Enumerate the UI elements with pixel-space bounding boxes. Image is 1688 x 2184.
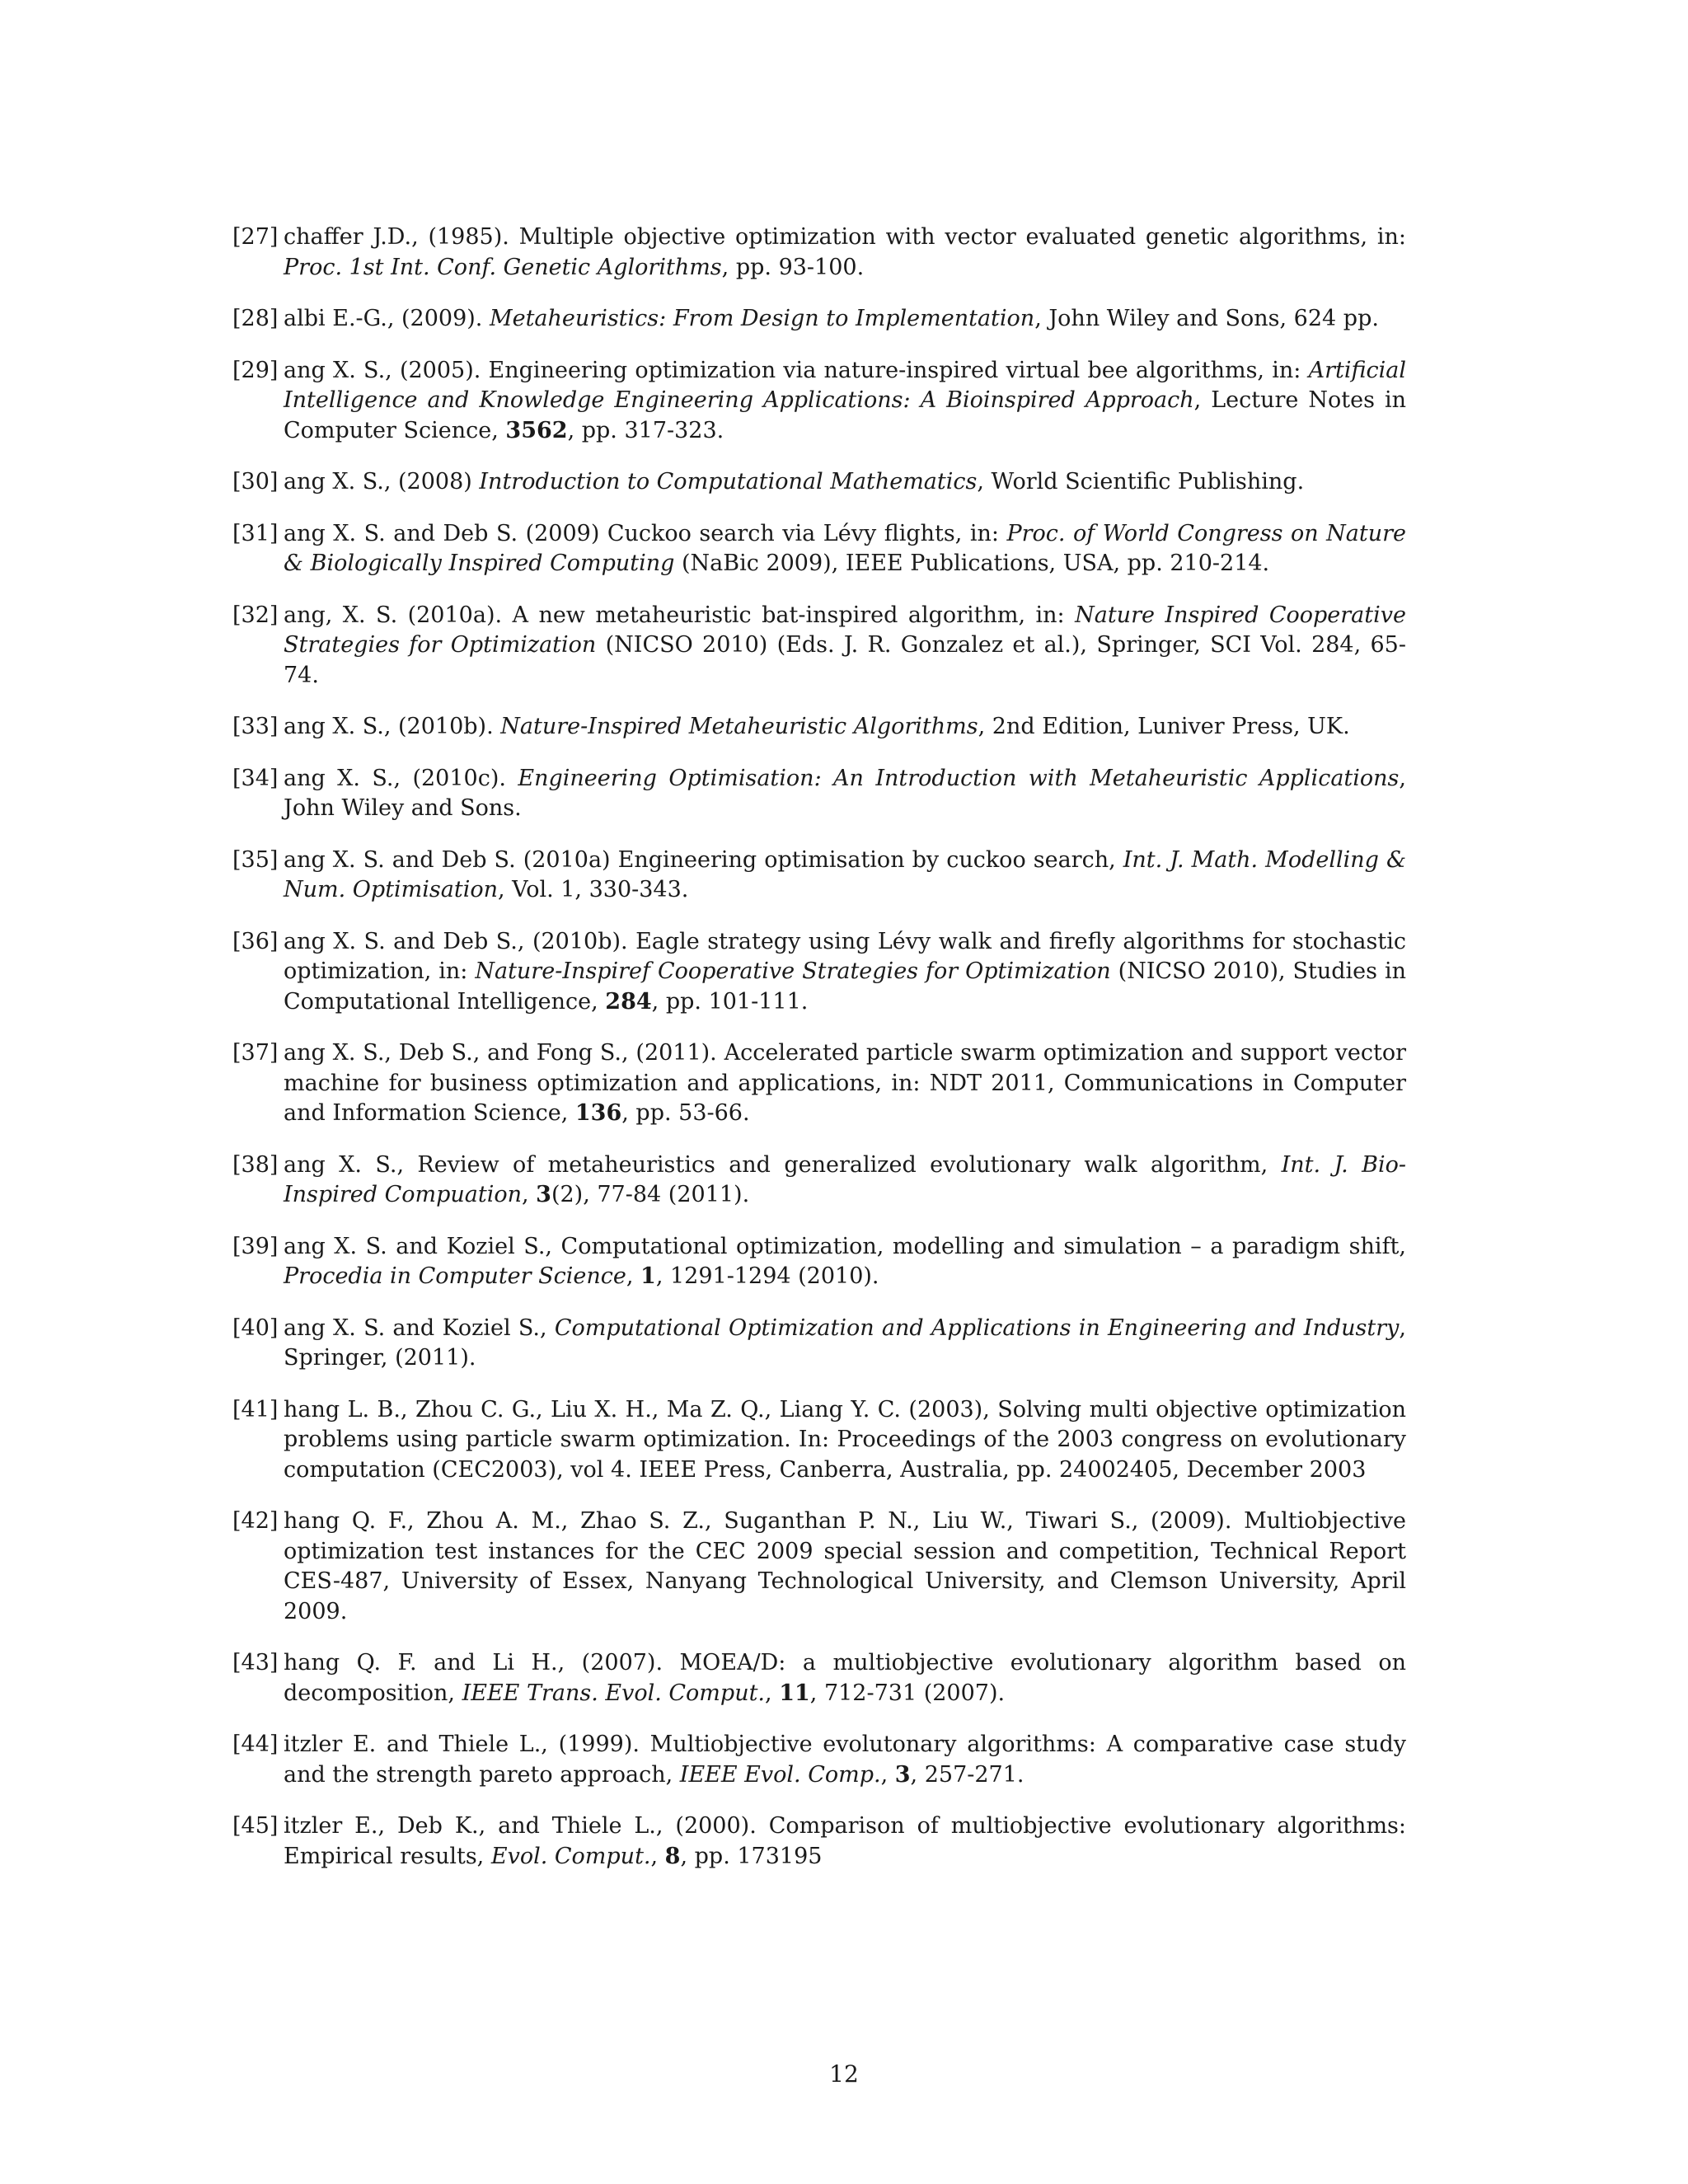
reference-segment: , — [522, 1182, 537, 1207]
reference-segment: , 2nd Edition, Luniver Press, UK. — [978, 714, 1350, 739]
reference-segment: ang X. S., (2005). Engineering optimization via nature-inspired virtual bee algorithms, in: — [284, 357, 1309, 383]
reference-segment: ang X. S. and Deb S. (2010a) Engineering optimisation by cuckoo search, — [284, 846, 1123, 873]
reference-text — [284, 1232, 1406, 1292]
reference-segment: , — [880, 1761, 895, 1788]
reference-bold-segment: 8 — [664, 1843, 681, 1869]
reference-italic-segment: Engineering Optimisation: An Introduction with Metaheuristic Applications — [518, 765, 1400, 791]
reference-item — [232, 1811, 1406, 1872]
reference-italic-segment: Nature-Inspiref Cooperative Strategies for Optimization — [475, 958, 1111, 984]
reference-item — [232, 467, 1406, 498]
reference-number: [36] — [232, 928, 279, 954]
reference-text — [284, 1038, 1406, 1129]
reference-text — [284, 1507, 1406, 1627]
reference-italic-segment: Proc. of World Congress on Nature & Biologically Inspired Computing — [284, 520, 1406, 576]
reference-number: [43] — [232, 1650, 279, 1675]
reference-segment: , — [765, 1680, 780, 1706]
reference-segment: ang X. S., Review of metaheuristics and generalized evolutionary walk algorithm, — [284, 1151, 1282, 1178]
reference-bold-segment: 284 — [605, 988, 652, 1015]
reference-item — [232, 601, 1406, 691]
reference-text — [284, 764, 1406, 824]
reference-number: [37] — [232, 1040, 279, 1066]
reference-item — [232, 927, 1406, 1018]
reference-segment: chaffer J.D., (1985). Multiple objective optimization with vector evaluated genetic algorithms, in: — [284, 224, 1406, 250]
reference-segment: , 1291-1294 (2010). — [655, 1263, 879, 1289]
reference-number: [34] — [232, 765, 279, 791]
reference-number: [29] — [232, 357, 279, 383]
reference-text — [284, 356, 1406, 447]
reference-segment: , pp. 317-323. — [567, 417, 724, 443]
reference-segment: , pp. 53-66. — [621, 1100, 750, 1126]
reference-text — [284, 1151, 1406, 1211]
reference-segment: , John Wiley and Sons. — [284, 765, 1406, 821]
reference-segment: (NICSO 2010), Studies in Computational Intelligence, — [284, 958, 1406, 1015]
reference-item — [232, 712, 1406, 743]
reference-italic-segment: IEEE Trans. Evol. Comput. — [462, 1680, 766, 1706]
reference-segment: hang L. B., Zhou C. G., Liu X. H., Ma Z. Q., Liang Y. C. (2003), Solving multi objective optimization problems using particle swarm optimization. In: Proceedings of the 2003 congress on evolutionary computation (CEC2003), vol 4. IEEE Press, Canberra, Australia, pp. 24002405, December 2003 — [284, 1396, 1406, 1483]
reference-segment: , pp. 101-111. — [651, 988, 809, 1015]
reference-bold-segment: 3562 — [505, 417, 568, 443]
reference-item — [232, 519, 1406, 579]
reference-number: [31] — [232, 520, 279, 546]
reference-italic-segment: Evol. Comput. — [490, 1843, 651, 1869]
reference-segment: itzler E., Deb K., and Thiele L., (2000). Comparison of multiobjective evolutionary algorithms: Empirical results, — [284, 1813, 1406, 1869]
reference-bold-segment: 3 — [536, 1182, 551, 1207]
reference-bold-segment: 11 — [779, 1680, 810, 1706]
reference-item — [232, 1730, 1406, 1790]
reference-italic-segment: Procedia in Computer Science — [284, 1263, 626, 1289]
reference-number: [30] — [232, 469, 279, 494]
reference-item — [232, 1314, 1406, 1374]
reference-segment: , World Scientific Publishing. — [977, 469, 1305, 494]
reference-number: [33] — [232, 714, 279, 739]
reference-item — [232, 1648, 1406, 1708]
reference-segment: ang X. S. and Koziel S., Computational optimization, modelling and simulation – a paradigm shift, — [284, 1233, 1406, 1259]
reference-text — [284, 1395, 1406, 1486]
reference-segment: (2), 77-84 (2011). — [551, 1182, 750, 1207]
reference-segment: albi E.-G., (2009). — [284, 306, 490, 331]
reference-item — [232, 1395, 1406, 1486]
reference-item — [232, 764, 1406, 824]
reference-segment: , — [650, 1843, 665, 1869]
reference-segment: , — [626, 1263, 641, 1289]
reference-item — [232, 846, 1406, 906]
reference-text — [284, 519, 1406, 579]
reference-item — [232, 223, 1406, 283]
reference-text — [284, 927, 1406, 1018]
reference-italic-segment: Computational Optimization and Applications in Engineering and Industry — [554, 1315, 1400, 1341]
reference-bold-segment: 3 — [894, 1761, 911, 1788]
reference-segment: ang X. S. and Deb S. (2009) Cuckoo search via Lévy flights, in: — [284, 520, 1007, 546]
reference-number: [41] — [232, 1396, 279, 1422]
reference-number: [28] — [232, 306, 279, 331]
reference-text — [284, 1730, 1406, 1790]
reference-item — [232, 1038, 1406, 1129]
reference-text — [284, 1648, 1406, 1708]
reference-segment: ang X. S., Deb S., and Fong S., (2011). Accelerated particle swarm optimization and support vector machine for business optimization and applications, in: NDT 2011, Communications in Computer and Information Science, — [284, 1040, 1406, 1126]
page-number: 12 — [829, 2060, 859, 2088]
reference-segment: ang X. S., (2008) — [284, 469, 480, 494]
reference-item — [232, 356, 1406, 447]
reference-number: [38] — [232, 1151, 279, 1178]
reference-text — [284, 1314, 1406, 1374]
reference-text — [284, 467, 1406, 498]
reference-number: [39] — [232, 1233, 279, 1259]
reference-italic-segment: Metaheuristics: From Design to Implementation — [489, 306, 1035, 331]
reference-number: [32] — [232, 602, 279, 628]
reference-text — [284, 712, 1406, 743]
reference-number: [27] — [232, 224, 279, 250]
reference-text — [284, 1811, 1406, 1872]
reference-segment: itzler E. and Thiele L., (1999). Multiobjective evolutonary algorithms: A comparative case study and the strength pareto approach, — [284, 1732, 1406, 1788]
reference-italic-segment: Nature-Inspired Metaheuristic Algorithms — [500, 714, 978, 739]
reference-text — [284, 304, 1406, 335]
reference-segment: hang Q. F. and Li H., (2007). MOEA/D: a multiobjective evolutionary algorithm based on decomposition, — [284, 1650, 1406, 1706]
reference-item — [232, 304, 1406, 335]
reference-segment: ang X. S., (2010b). — [284, 714, 501, 739]
reference-segment: hang Q. F., Zhou A. M., Zhao S. Z., Suganthan P. N., Liu W., Tiwari S., (2009). Multiobjective optimization test instances for the CEC 2009 special session and competition, Technical Report CES-487, University of Essex, Nanyang Technological University, and Clemson University, April 2009. — [284, 1508, 1406, 1624]
reference-list — [232, 223, 1406, 1893]
reference-italic-segment: Int. J. Bio-Inspired Compuation — [284, 1151, 1406, 1207]
reference-segment: ang X. S. and Deb S., (2010b). Eagle strategy using Lévy walk and firefly algorithms for stochastic optimization, in: — [284, 928, 1406, 984]
reference-number: [45] — [232, 1813, 279, 1839]
reference-italic-segment: Int. J. Math. Modelling & Num. Optimisation — [284, 846, 1406, 902]
reference-italic-segment: Introduction to Computational Mathematics — [479, 469, 978, 494]
reference-segment: , John Wiley and Sons, 624 pp. — [1034, 306, 1379, 331]
reference-segment: , 712-731 (2007). — [809, 1680, 1006, 1706]
reference-number: [42] — [232, 1508, 279, 1534]
reference-segment: ang, X. S. (2010a). A new metaheuristic bat-inspired algorithm, in: — [284, 602, 1076, 628]
reference-segment: , Vol. 1, 330-343. — [498, 877, 689, 902]
reference-segment: , pp. 93-100. — [721, 254, 865, 280]
reference-number: [44] — [232, 1732, 279, 1757]
reference-segment: (NaBic 2009), IEEE Publications, USA, pp. 210-214. — [674, 551, 1270, 576]
reference-segment: (NICSO 2010) (Eds. J. R. Gonzalez et al.), Springer, SCI Vol. 284, 65-74. — [284, 632, 1406, 688]
reference-bold-segment: 1 — [640, 1263, 656, 1289]
reference-text — [284, 846, 1406, 906]
reference-italic-segment: IEEE Evol. Comp. — [679, 1761, 881, 1788]
reference-segment: , Springer, (2011). — [284, 1315, 1406, 1371]
reference-item — [232, 1507, 1406, 1627]
reference-text — [284, 223, 1406, 283]
reference-segment: ang X. S., (2010c). — [284, 765, 518, 791]
reference-text — [284, 601, 1406, 691]
reference-italic-segment: Nature Inspired Cooperative Strategies for Optimization — [284, 602, 1406, 658]
reference-segment: , Lecture Notes in Computer Science, — [284, 387, 1407, 443]
reference-segment: , pp. 173195 — [680, 1843, 823, 1869]
reference-item — [232, 1151, 1406, 1211]
reference-segment: , 257-271. — [910, 1761, 1025, 1788]
reference-number: [40] — [232, 1315, 279, 1341]
reference-segment: ang X. S. and Koziel S., — [284, 1315, 555, 1341]
reference-italic-segment: Proc. 1st Int. Conf. Genetic Aglorithms — [284, 254, 722, 280]
reference-bold-segment: 136 — [574, 1100, 622, 1126]
reference-item — [232, 1232, 1406, 1292]
reference-italic-segment: Artificial Intelligence and Knowledge Engineering Applications: A Bioinspired Approach — [284, 357, 1406, 413]
reference-number: [35] — [232, 846, 279, 873]
